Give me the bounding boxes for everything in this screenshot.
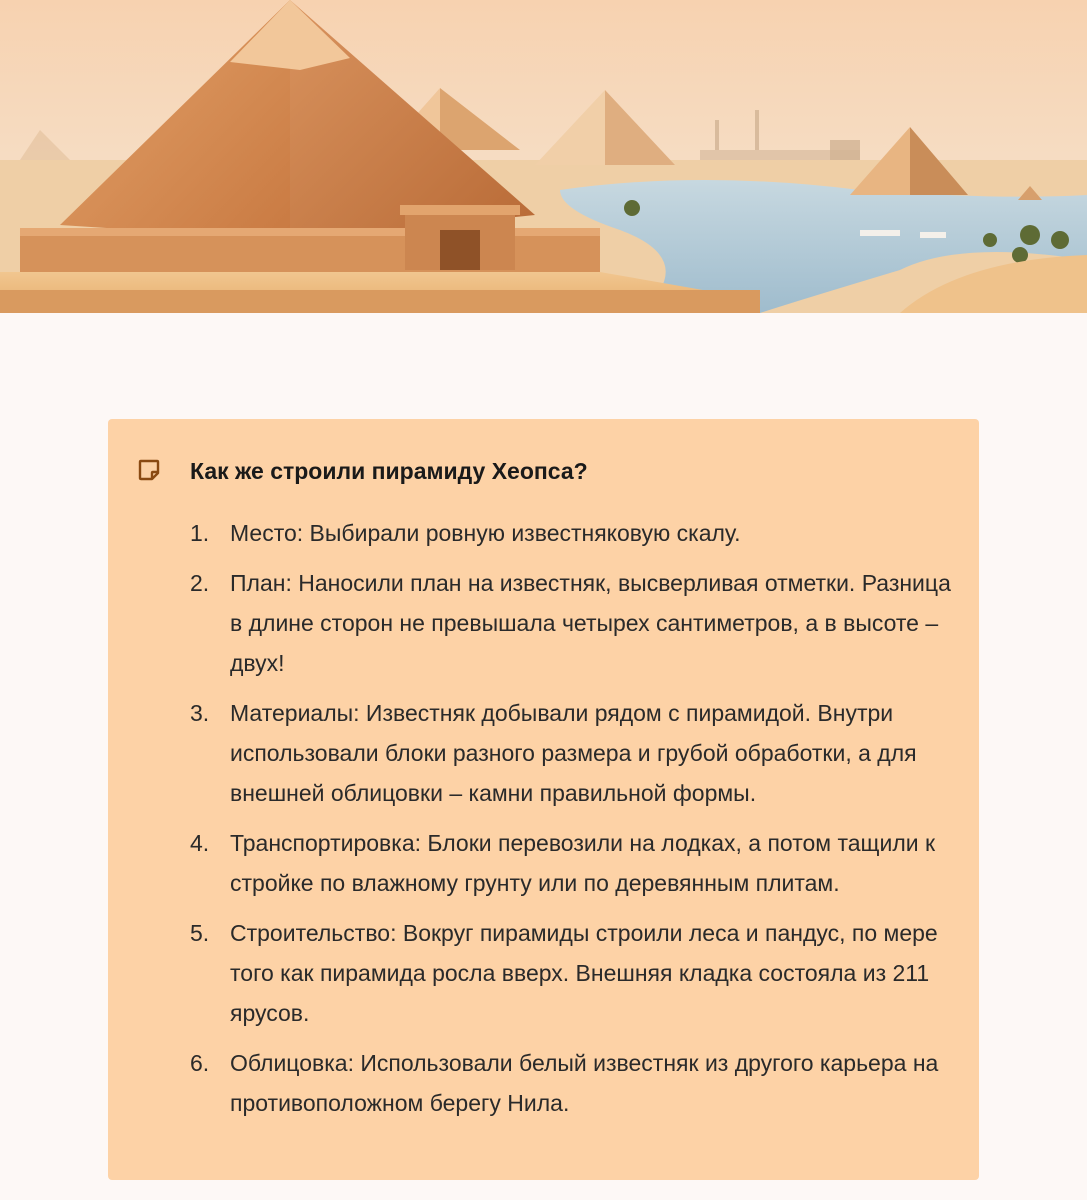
step-number: 5. xyxy=(190,920,210,946)
step-number: 3. xyxy=(190,700,210,726)
step-number: 6. xyxy=(190,1050,210,1076)
step-text: Материалы: Известняк добывали рядом с пирамидой. Внутри использовали блоки разного размера и грубой обработки, а для внешней облицовки – камни правильной формы. xyxy=(230,700,917,806)
step-number: 4. xyxy=(190,830,210,856)
note-icon xyxy=(137,458,161,482)
step-text: Облицовка: Использовали белый известняк из другого карьера на противоположном берегу Нила. xyxy=(230,1050,939,1116)
list-item xyxy=(188,823,968,903)
list-item xyxy=(188,1043,968,1123)
step-number: 2. xyxy=(190,570,210,596)
callout-title: Как же строили пирамиду Хеопса? xyxy=(190,458,588,484)
list-item xyxy=(188,693,968,813)
step-number: 1. xyxy=(190,520,210,546)
list-item xyxy=(188,563,968,683)
step-text: Строительство: Вокруг пирамиды строили леса и пандус, по мере того как пирамида росла вверх. Внешняя кладка состояла из 211 ярусов. xyxy=(230,920,938,1026)
step-text: План: Наносили план на известняк, высверливая отметки. Разница в длине сторон не превышала четырех сантиметров, а в высоте – двух! xyxy=(230,570,951,676)
hero-image xyxy=(0,0,1087,313)
step-text: Транспортировка: Блоки перевозили на лодках, а потом тащили к стройке по влажному грунту или по деревянным плитам. xyxy=(230,830,936,896)
step-text: Место: Выбирали ровную известняковую скалу. xyxy=(230,520,741,546)
list-item xyxy=(188,913,968,1033)
steps-list xyxy=(188,513,968,1133)
pyramids-illustration xyxy=(0,0,1087,313)
list-item xyxy=(188,513,968,553)
